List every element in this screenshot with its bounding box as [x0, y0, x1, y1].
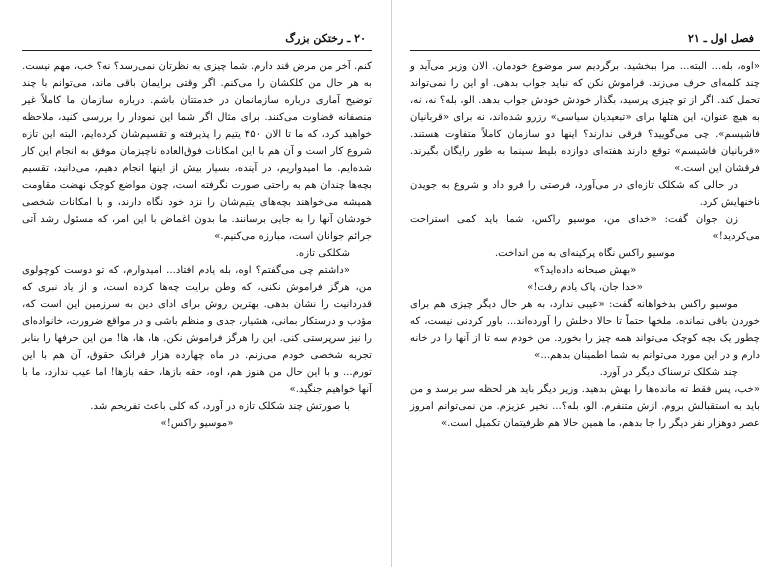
left-page-body	[22, 58, 372, 432]
left-paragraph-5: «موسیو راکس!»	[160, 418, 234, 429]
right-paragraph-4: موسیو راکس نگاه پرکینه‌ای به من انداخت.	[494, 248, 676, 259]
right-paragraph-5: «بهش صبحانه داده‌اید؟»	[533, 265, 637, 276]
left-header-rule	[22, 50, 372, 51]
right-header-rule	[410, 50, 760, 51]
right-page-header	[410, 32, 760, 48]
right-page	[410, 0, 760, 567]
left-paragraph-2: شکلکی تازه.	[295, 248, 350, 259]
right-page-body	[410, 58, 760, 432]
left-running-title: ۲۰ ـ رختکن بزرگ	[285, 32, 366, 45]
right-paragraph-9: «خب، پس فقط ته مانده‌ها را بهش بدهید. وزیر دیگر باید هر لحظه سر برسد و من باید به استقبالش بروم. ازش متنفرم. الو، بله؟... نخیر عزیزم. من نمی‌توانم امروز عصر دوهزار نفر دیگر را جا بدهم، ما همین حالا هم ظرفیتمان تکمیل است.»	[410, 384, 760, 429]
right-paragraph-7: موسیو راکس بدخواهانه گفت: «عیبی ندارد، به هر حال دیگر چیزی هم برای خوردن باقی نمانده. ملخها حتماً تا حالا دخلش را آورده‌اند... باور کردنی نیست، که چطور یک بچه کوچک می‌تواند همه چیز را بخورد. من خودم سه تا از آنها را در خانه دارم و در این مورد می‌توانم به شما اطمینان بدهم...»	[410, 299, 760, 361]
right-paragraph-3: زن جوان گفت: «خدای من، موسیو راکس، شما باید کمی استراحت می‌کردید!»	[410, 214, 760, 242]
left-paragraph-4: با صورتش چند شکلک تازه در آورد، که کلی باعث تفریحم شد.	[90, 401, 350, 412]
page-gutter	[391, 0, 392, 567]
right-paragraph-8: چند شکلک ترسناک دیگر در آورد.	[599, 367, 738, 378]
right-paragraph-1: «اوه، بله... البته... مرا ببخشید. برگردیم سر موضوع خودمان. الان وزیر می‌آید و چند کلمه‌ای حرف می‌زند. فراموش نکن که نباید جواب بدهی. او این را نمی‌تواند تحمل کند. اگر از تو چیزی پرسید، بگذار خودش خودش جواب بدهد. الو، بله؟ نه، نه، به هیچ عنوان، این هتلها برای «تبعیدیان سیاسی» رزرو شده‌اند، نه برای «قربانیان فاشیسم». چی می‌گویید؟ فرقی ندارند؟ اینها دو سازمان کاملاً متفاوت هستند. «قربانیان فاشیسم» توقع دارند هفته‌ای دوازده بلیط سینما به طور رایگان بگیرند. فرقشان این است.»	[410, 61, 760, 174]
right-paragraph-6: «خدا جان، پاک یادم رفت!»	[527, 282, 643, 293]
right-paragraph-2: در حالی که شکلک تازه‌ای در می‌آورد، فرصتی را فرو داد و شروع به جویدن ناخنهایش کرد.	[410, 180, 760, 208]
right-running-title: فصل اول ـ ۲۱	[687, 32, 754, 45]
left-paragraph-3: «داشتم چی می‌گفتم؟ اوه، بله یادم افتاد... امیدوارم، که تو دوست کوچولوی من، هرگز فراموش نکنی، که وطن برایت چه‌ها کرده است، و از یاد نبری که قدردانیت را نشان بدهی. بهترین روش برای ادای دین به سرزمین این است که، مؤدب و درستکار بمانی، هشیار، جدی و منظم باشی و در مواقع ضرورت، خانواده‌ای را نیز سرپرستی کنی. این را هرگز فراموش نکن. ها، ها، ها! من این حرفها را بنابر تجربه شخصی خودم می‌زنم. در ماه چهارده هزار فرانک حقوق، آن هم با این تورم... و با این حال من هنوز هم، اوه، حقه بازها، حقه بازها! اما عیب ندارد، ما با آنها خواهیم جنگید.»	[22, 265, 372, 395]
left-page	[22, 0, 372, 567]
left-paragraph-1: کنم. آخر من مرض قند دارم. شما چیزی به نظرتان نمی‌رسد؟ نه؟ خب، مهم نیست. به هر حال من کلکشان را می‌کنم. اگر وقتی برایمان باقی ماند، می‌توانم با چند توضیح آماری درباره سازمانمان در خدمتتان باشم. درباره سازمان ما کاملاً غیر منصفانه قضاوت می‌کنند. برای مثال اگر شما این نمودار را بررسی کنید، ملاحظه خواهید کرد، که ما تا الان ۴۵۰ یتیم را پذیرفته و تقسیم‌شان کرده‌ایم، البته این تازه شروع کار است و آن هم با این امکانات فوق‌العاده ناچیزمان موفق به انجام این کار شده‌ایم. ما امیدواریم، در آینده، بسیار بیش از اینها انجام دهیم، می‌دانید، تقسیم بچه‌ها چندان هم به راحتی صورت نگرفته است، چون مواضع کوچک نهضت مقاومت همیشه می‌خواهند بچه‌های یتیم‌شان را نزد خود نگاه دارند، و با امکانات شخصی خودشان آنها را به جایی برسانند. ما بدون اغماض با این امر، که مسئول رشد آتی جرائم جوانان است، مبارزه می‌کنیم.»	[22, 61, 372, 242]
left-page-header	[22, 32, 372, 48]
